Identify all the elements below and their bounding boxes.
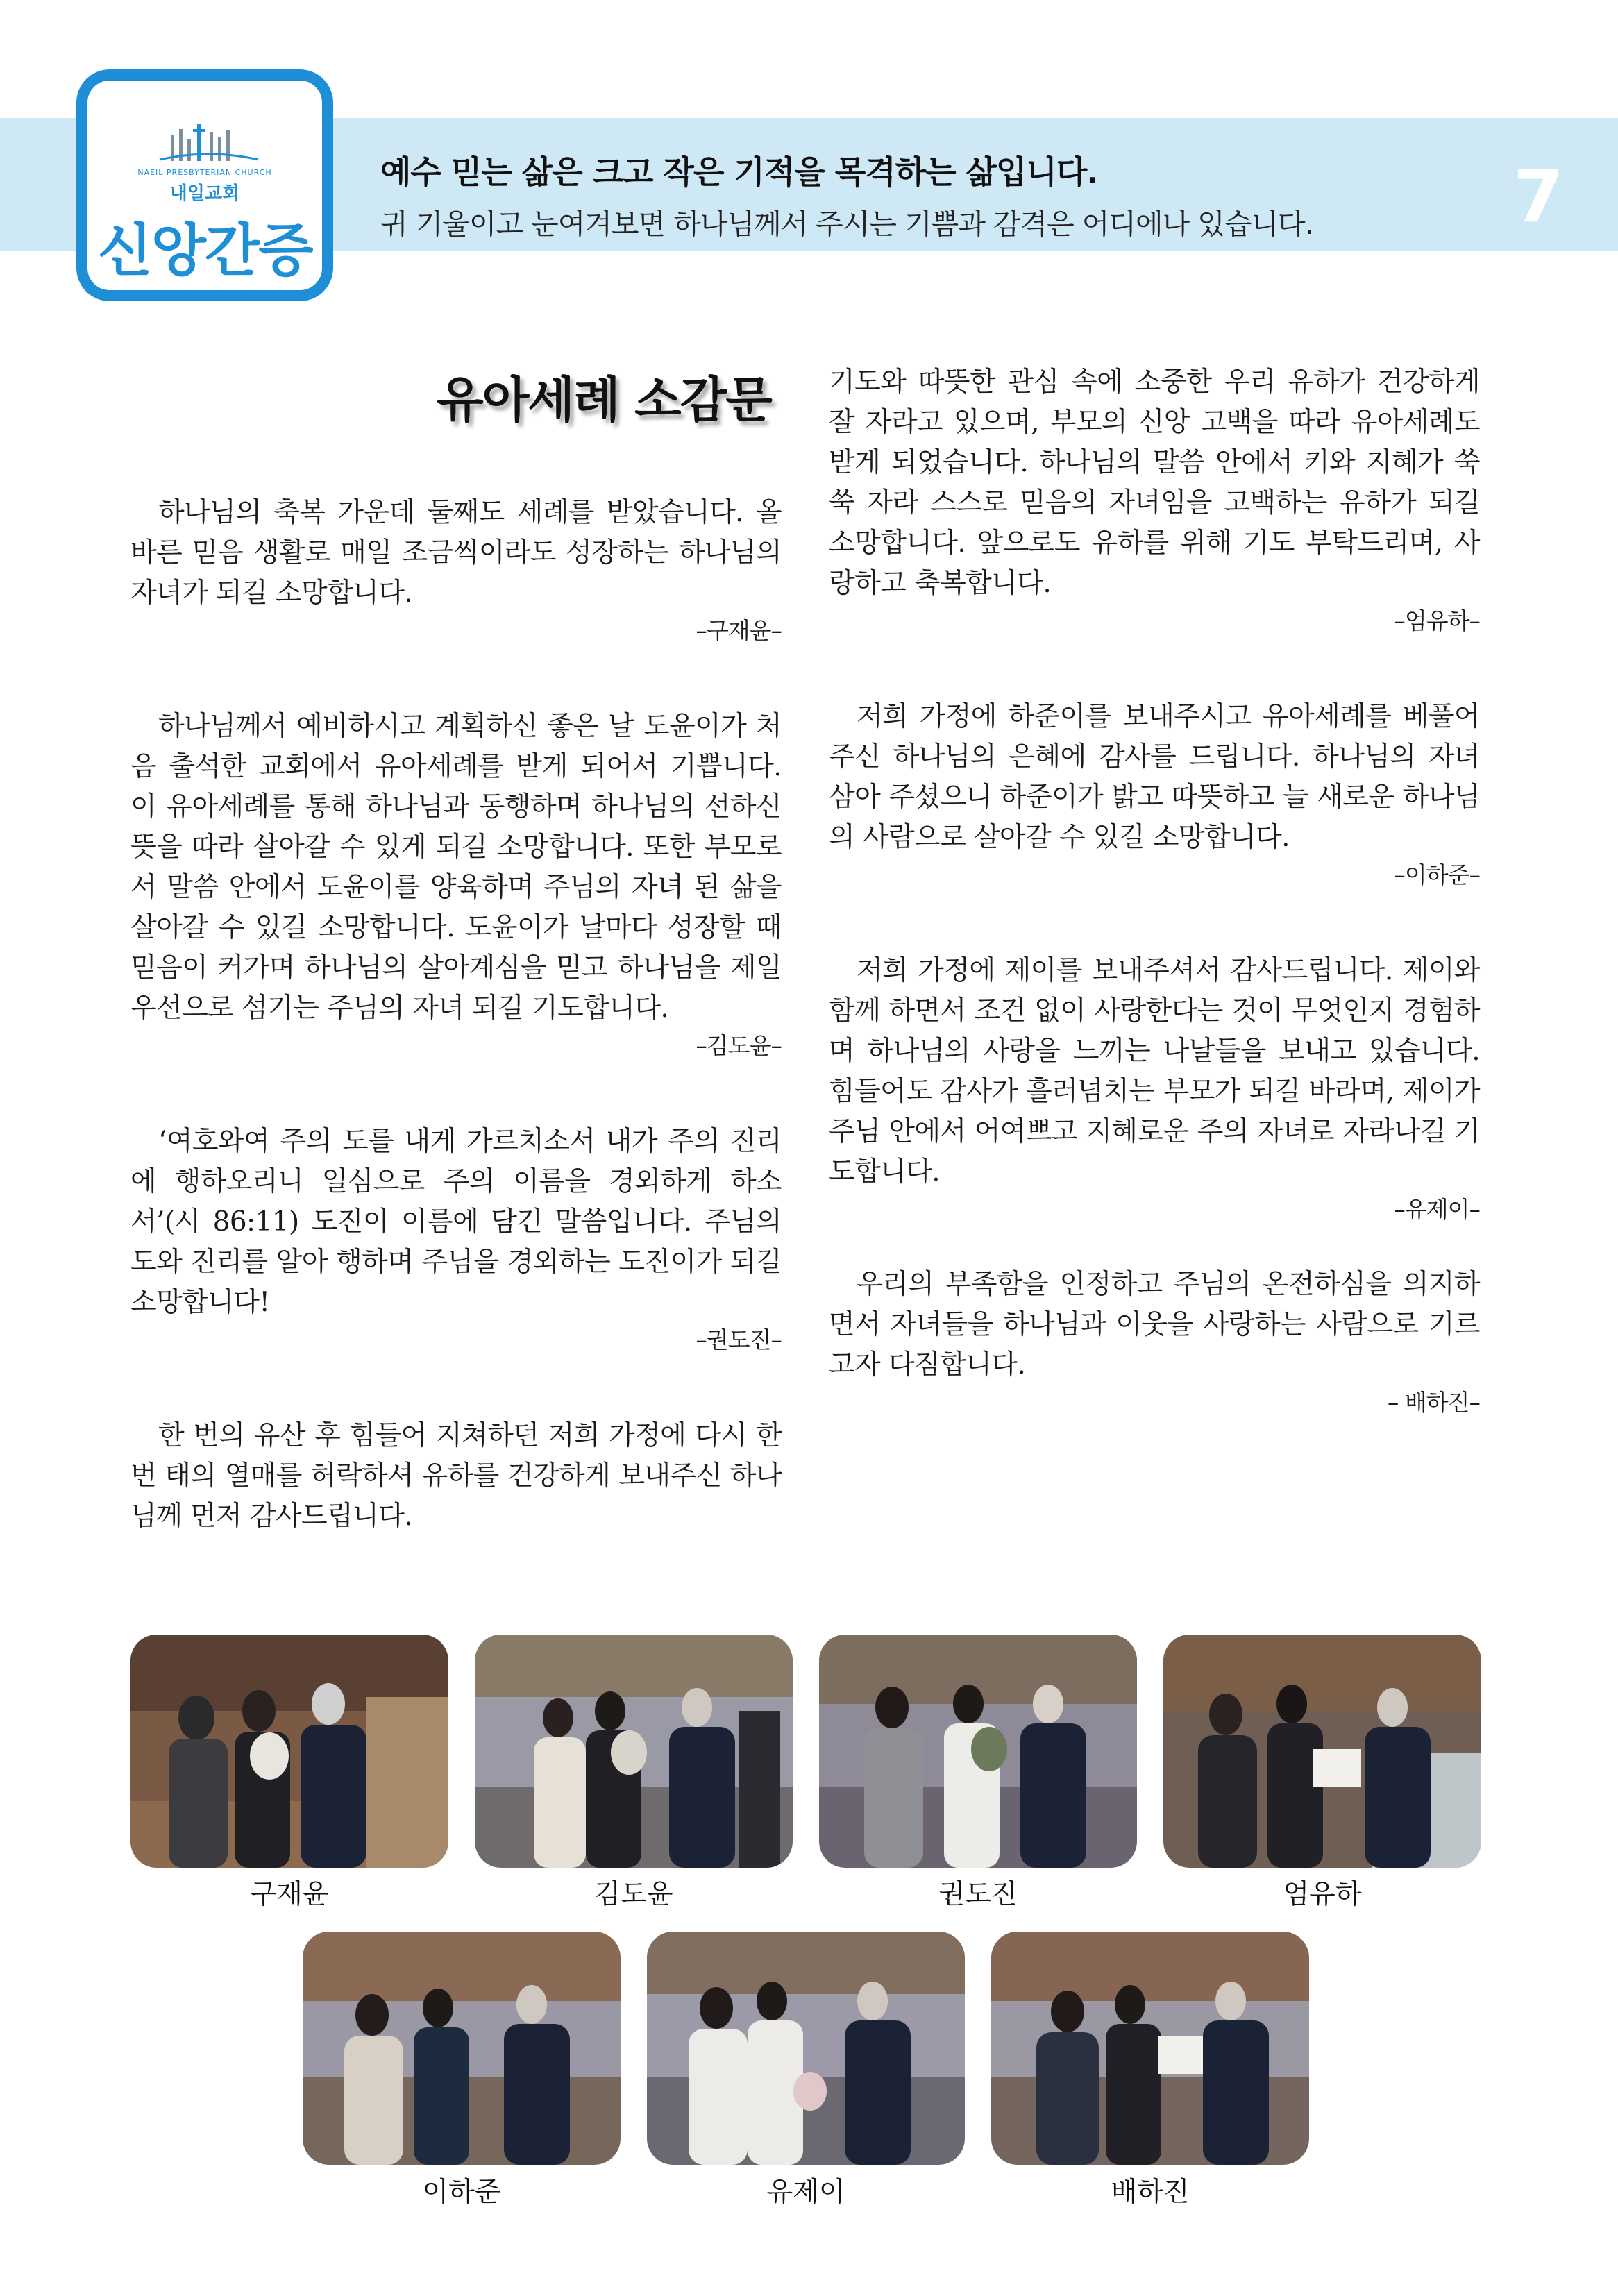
baptism-photo — [303, 1932, 621, 2165]
baptism-photo — [991, 1932, 1309, 2165]
testimony-signature: – 배하진– — [1387, 1389, 1480, 1416]
testimony-text: 저희 가정에 제이를 보내주셔서 감사드립니다. 제이와 함께 하면서 조건 없이 사랑한다는 것이 무엇인지 경험하며 하나님의 사랑을 느끼는 나날들을 보내고 있습니다. 힘들어도 감사가 흘러넘치는 부모가 되길 바라며, 제이가 주님 안에서 어여쁘고 지혜로운 주의 자녀로 자라나길 기도합니다. — [829, 955, 1480, 1188]
testimony-signature: –엄유하– — [1394, 607, 1480, 634]
baptism-photo — [647, 1932, 965, 2165]
photo-caption: 엄유하 — [1283, 1879, 1362, 1910]
testimony-text: 한 번의 유산 후 힘들어 지쳐하던 저희 가정에 다시 한번 태의 열매를 허락하셔 유하를 건강하게 보내주신 하나님께 먼저 감사드립니다. — [130, 1420, 782, 1532]
photo-caption: 구재윤 — [250, 1879, 329, 1910]
baptism-photo — [819, 1635, 1137, 1868]
church-skyline-icon — [157, 117, 261, 165]
logo-church-name: 내일교회 — [169, 183, 240, 204]
testimony-signature: –권도진– — [696, 1326, 782, 1353]
section-title: 신앙간증 — [97, 218, 312, 284]
photo-caption: 배하진 — [1111, 2177, 1190, 2208]
baptism-photo — [475, 1635, 793, 1868]
testimony-signature: –구재윤– — [696, 617, 782, 644]
testimony-text: ‘여호와여 주의 도를 내게 가르치소서 내가 주의 진리에 행하오리니 일심으로 주의 이름을 경외하게 하소서’(시 86:11) 도진이 이름에 담긴 말씀입니다. 주님의 도와 진리를 알아 행하며 주님을 경외하는 도진이가 되길 소망합니다! — [130, 1126, 782, 1318]
header-subtitle: 귀 기울이고 눈여겨보면 하나님께서 주시는 기쁨과 감격은 어디에나 있습니다. — [380, 208, 1313, 241]
testimony-text: 하나님의 축복 가운데 둘째도 세례를 받았습니다. 올바른 믿음 생활로 매일 조금씩이라도 성장하는 하나님의 자녀가 되길 소망합니다. — [130, 497, 782, 609]
photo-caption: 이하준 — [422, 2177, 501, 2208]
baptism-photo — [1163, 1635, 1481, 1868]
article-left-column — [130, 493, 782, 1537]
article-right-column — [829, 362, 1480, 1420]
testimony-text: 저희 가정에 하준이를 보내주시고 유아세례를 베풀어 주신 하나님의 은혜에 감사를 드립니다. 하나님의 자녀 삼아 주셨으니 하준이가 밝고 따뜻하고 늘 새로운 하나님의 사람으로 살아갈 수 있길 소망합니다. — [829, 701, 1480, 853]
testimony-text: 우리의 부족함을 인정하고 주님의 온전하심을 의지하면서 자녀들을 하나님과 이웃을 사랑하는 사람으로 기르고자 다짐합니다. — [829, 1269, 1480, 1381]
article-title: 유아세례 소감문 — [437, 371, 771, 428]
photo-caption: 권도진 — [938, 1879, 1018, 1910]
testimony-text: 하나님께서 예비하시고 계획하신 좋은 날 도윤이가 처음 출석한 교회에서 유아세례를 받게 되어서 기쁩니다. 이 유아세례를 통해 하나님과 동행하며 하나님의 선하신 뜻을 따라 살아갈 수 있게 되길 소망합니다. 또한 부모로서 말씀 안에서 도윤이를 양육하며 주님의 자녀 된 삶을 살아갈 수 있길 소망합니다. 도윤이가 날마다 성장할 때 믿음이 커가며 하나님의 살아계심을 믿고 하나님을 제일 우선으로 섬기는 주님의 자녀 되길 기도합니다. — [130, 711, 782, 1024]
page-number: 7 — [1513, 154, 1564, 239]
baptism-photo — [130, 1635, 448, 1868]
logo-english-name: NAEIL PRESBYTERIAN CHURCH — [137, 168, 272, 177]
photo-caption: 김도윤 — [594, 1879, 673, 1910]
testimony-signature: –김도윤– — [696, 1032, 782, 1059]
photo-caption: 유제이 — [766, 2177, 845, 2208]
testimony-signature: –이하준– — [1394, 861, 1480, 888]
church-logo — [76, 69, 333, 301]
header-title: 예수 믿는 삶은 크고 작은 기적을 목격하는 삶입니다. — [380, 153, 1098, 191]
testimony-text: 기도와 따뜻한 관심 속에 소중한 우리 유하가 건강하게 잘 자라고 있으며, 부모의 신앙 고백을 따라 유아세례도 받게 되었습니다. 하나님의 말씀 안에서 키와 지혜가 쑥쑥 자라 스스로 믿음의 자녀임을 고백하는 유하가 되길 소망합니다. 앞으로도 유하를 위해 기도 부탁드리며, 사랑하고 축복합니다. — [829, 366, 1480, 599]
testimony-signature: –유제이– — [1394, 1196, 1480, 1223]
